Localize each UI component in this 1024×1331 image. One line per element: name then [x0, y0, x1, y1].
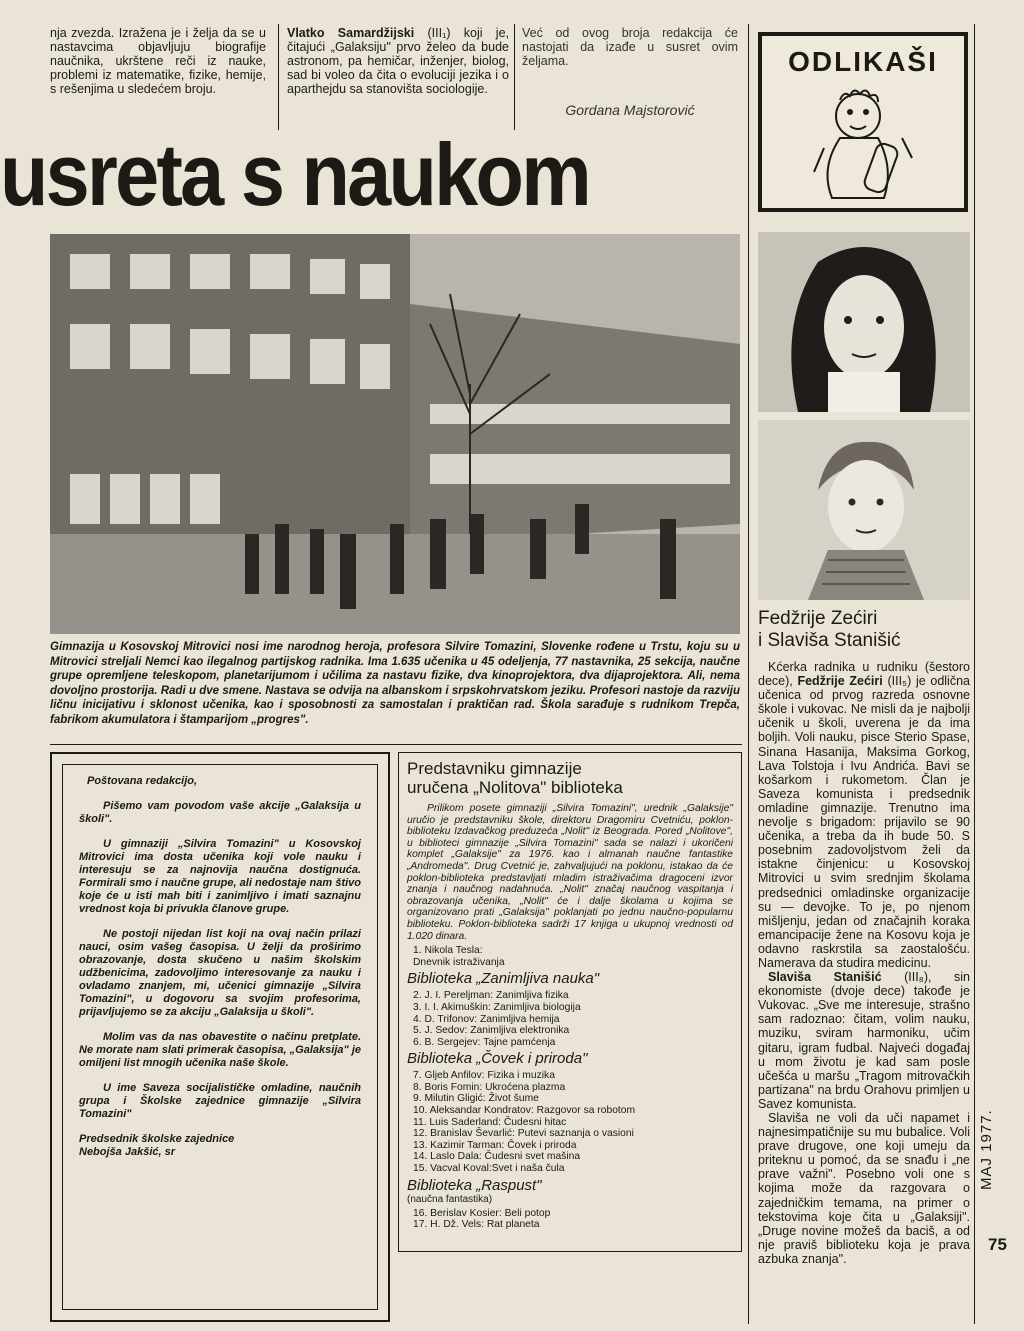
- letter-box: [50, 752, 390, 1322]
- portrait-slavisa: [758, 420, 970, 600]
- series-heading: Biblioteka „Raspust": [407, 1176, 542, 1194]
- students-heading-line2: i Slaviša Stanišić: [758, 630, 901, 651]
- caption-rule: [50, 744, 742, 745]
- list-item: 12. Branislav Ševarlić: Putevi saznanja o vasioni: [413, 1128, 634, 1140]
- intro-column-1: nja zvezda. Izražena je i želja da se u nastavcima objavljuju biografije naučnika, ukrštene reči iz nauke, problemi iz matematike, fizike, hemije, s rešenjima u sledećem broju.: [50, 26, 266, 96]
- students-heading: [758, 608, 970, 652]
- library-title-line1: Predstavniku gimnazije: [407, 759, 582, 778]
- letter-greeting: Poštovana redakcijo,: [87, 775, 198, 787]
- text-run: Kćerka radnika u rudniku (šestoro dece),: [758, 660, 970, 689]
- student-name: Slaviša Stanišić: [768, 970, 882, 985]
- series-heading: Biblioteka „Čovek i priroda": [407, 1050, 588, 1068]
- series-subheading: (naučna fantastika): [407, 1193, 493, 1205]
- series-heading: Biblioteka „Zanimljiva nauka": [407, 970, 600, 988]
- letter-paragraph: Ne postoji nijedan list koji na ovaj način prilazi nauci, osim vašeg časopisa. U želji da proširimo obrazovanje, dosta skučeno u našim školskim udžbenicima, zadovoljimo interesovanje za nauku i ovladamo znanjem, mi, učenici gimnazije „Silvira Tomazini", u dogovoru sa svojim profesorima, prijavljujemo se za akciju „Galaksija u školi".: [79, 928, 361, 1018]
- intro-column-2: [287, 26, 509, 96]
- column-rule: [514, 24, 515, 130]
- paragraph: [758, 970, 970, 1111]
- list-item: 3. I. I. Akimuškin: Zanimljiva biologija: [413, 1001, 581, 1013]
- library-intro: Prilikom posete gimnaziji „Silvira Tomazini", urednik „Galaksije" uručio je predstavniku škole, direktoru Dragomiru Cvetniću, poklon-biblioteku Izdavačkog preduzeća „Nolit" iz Beograda. Pored „Nolitove", u biblioteci gimnazije „Silvira Tomazini" sada se nalazi i ukoričeni komplet „Galaksije" za 1976. kao i almanah naučne fantastike „Andromeda". Drug Cvetnić je, zahvaljujući na poklonu, istakao da će poklon-biblioteka predstavljati mladim istraživačima dragoceni izvor znanja i naučnog nadahnuća. „Nolit" značaj naučnog vaspitanja i obrazovanja učenika, „Nolit" će i dalje školama u kojima se organizovano prati „Galaksija" poklanjati po jednu naučno-popularnu biblioteku. Poklon-biblioteka sadrži 17 knjiga u ukupnoj vrednosti od 1.020 dinara.: [407, 803, 733, 942]
- signature-title: Predsednik školske zajednice: [79, 1133, 235, 1145]
- list-item: 7. Gljeb Anfilov: Fizika i muzika: [413, 1070, 555, 1082]
- letter-signature: [79, 1133, 361, 1159]
- book-list-1: [407, 990, 733, 1048]
- cartoon-student-icon: [762, 78, 964, 208]
- list-item: 15. Vacval Koval:Svet i naša čula: [413, 1163, 565, 1175]
- list-item: 4. D. Trifonov: Zanimljiva hemija: [413, 1013, 560, 1025]
- list-item: 16. Berislav Kosier: Beli potop: [413, 1207, 551, 1219]
- list-item: 13. Kazimir Tarman: Čovek i priroda: [413, 1139, 577, 1151]
- letter-paragraph: Molim vas da nas obavestite o načinu pretplate. Ne morate nam slati primerak časopisa, „Galaksija" je omiljeni list mnogih učenika naše škole.: [79, 1031, 361, 1069]
- letter-paragraph: U gimnaziji „Silvira Tomazini" u Kosovskoj Mitrovici ima dosta učenika koji vole nauku i interesuju se za najnovija naučna dostignuća. Formirali smo i naučne grupe, ali nedostaje nam štivo koje će u isti mah biti i zanimljivo i imati saznajnu vrednost koja bi privukla članove grupe.: [79, 838, 361, 915]
- library-box: [398, 752, 742, 1252]
- letter-paragraph: U ime Saveza socijalističke omladine, naučnih grupa i Školske zajednice gimnazije „Silvira Tomazini": [79, 1082, 361, 1120]
- odlikasi-badge: [758, 32, 968, 212]
- school-photo: [50, 234, 740, 634]
- list-item: 8. Boris Fomin: Ukroćena plazma: [413, 1081, 566, 1093]
- author-signature: Gordana Majstorović: [565, 102, 695, 118]
- letter-paragraph: Pišemo vam povodom vaše akcije „Galaksija u školi".: [79, 800, 361, 825]
- text-run: (III₈), sin ekonomiste (dvoje dece) takođe je Vukovac. „Sve me interesuje, strašno sam radoznao: čitam, volim nauku, muziku, sviram harmoniku, učim gitaru, igram fudbal. Najveći događaj u mom životu je kad sam posle učešća u maršu „Tragom mitrovačkih partizana" na brdu Orahovu primljen u Savez komunista.: [758, 970, 970, 1111]
- list-item: 9. Milutin Gligić: Život šume: [413, 1093, 539, 1105]
- library-title-line2: uručena „Nolitova" biblioteka: [407, 778, 623, 797]
- list-item: 17. H. Dž. Vels: Rat planeta: [413, 1219, 540, 1231]
- book-list-3: [407, 1208, 733, 1231]
- library-title: [407, 759, 733, 797]
- list-item: 6. B. Sergejev: Tajne pamćenja: [413, 1036, 556, 1048]
- portrait-image: [758, 232, 970, 412]
- column-rule: [748, 24, 749, 1324]
- students-heading-line1: Fedžrije Zećiri: [758, 608, 878, 629]
- photo-caption: Gimnazija u Kosovskoj Mitrovici nosi ime narodnog heroja, profesora Silvire Tomazini, Slovenke rođene u Trstu, koju su u Mitrovici streljali Nemci kao ilegalnog partijskog radnika. Ima 1.635 učenika u 45 odeljenja, 77 nastavnika, 25 sekcija, naučne grupe opremljene teleskopom, planetarijumom i učilima za nastavu fizike, dva kinoprojektora, dva dijaprojektora. Ali, nema dovoljno prostorija. Radi u dve smene. Nastava se odvija na albanskom i srpskohrvatskom jeziku. Profesori nastoje da razviju ličnu inicijativu i sklonost učenika, kao i sposobnosti za samostalan i praktičan rad. Škola sarađuje s rudnikom Trepča, fabrikom akumulatora i štamparijom „progres".: [50, 641, 740, 726]
- column-rule: [974, 24, 975, 1324]
- intro-column-3: Već od ovog broja redakcija će nastojati da izađe u susret ovim željama.: [522, 26, 738, 68]
- portrait-fedzrije: [758, 232, 970, 412]
- portrait-image: [758, 420, 970, 600]
- list-item: 14. Laslo Dala: Čudesni svet mašina: [413, 1151, 581, 1163]
- students-article: [758, 660, 970, 1266]
- student-name: Fedžrije Zećiri: [797, 674, 883, 689]
- school-building-image: [50, 234, 740, 634]
- badge-title: ODLIKAŠI: [788, 46, 938, 77]
- list-item: 11. Luis Saderland: Čudesni hitac: [413, 1116, 567, 1128]
- list-item: 1. Nikola Tesla:: [413, 945, 483, 957]
- text-run: (III₅) je odlična učenica od prvog razreda osnovne škole i vukovac. Ne misli da je najbolji učenik u školi, uverena je da ima boljih. Voli nauku, pisce Sterio Spase, Sinana Hasanija, Maksima Gorkog, Lava Tolstoja i Ivu Andrića. Bavi se košarkom i rukometom. Član je Saveza komunista i predsednik omladine gimnazije. Trenutno ima nevolje s brigadom: prijavilo se 90 učenika, a treba da ih bude 50. S posebnim zadovoljstvom želi da istakne činjenicu: u Kosovskoj Mitrovici u svim srednjim školama predsednici omladinske organizacije su — devojke. To je, po njenom mišljenju, jedan od značajnih koraka emancipacije žene na Kosovu koja je odavno raskrstila sa zaostalošću. Namerava da studira medicinu.: [758, 674, 970, 970]
- signature-name: Nebojša Jakšić, sr: [79, 1146, 176, 1158]
- paragraph: Slaviša ne voli da uči napamet i najnesimpatičnije su mu bubalice. Voli prave drugove, one koji umeju da priteknu u pomoć, da se snađu i „ne prave važni". Posebno voli one s kojima može da razgovara o zajedničkim temama, na primer o tekstovima koje čita u „Galaksiji". „Druge novine možeš da baciš, a od nje praviš biblioteku koja je prava azbuka znanja".: [758, 1111, 970, 1266]
- list-item: Dnevnik istraživanja: [413, 956, 505, 968]
- list-item: 2. J. I. Pereljman: Zanimljiva fizika: [413, 990, 569, 1002]
- list-item: 10. Aleksandar Kondratov: Razgovor sa robotom: [413, 1105, 636, 1117]
- list-item: 5. J. Sedov: Zanimljiva elektronika: [413, 1025, 570, 1037]
- headline: usreta s naukom: [0, 128, 589, 224]
- book-list-0: [407, 945, 733, 968]
- student-name: Vlatko Samardžijski: [287, 26, 415, 40]
- issue-date: MAJ 1977.: [978, 1109, 995, 1190]
- page-number: 75: [988, 1235, 1007, 1254]
- column-rule: [278, 24, 279, 130]
- intro-column-2-text: (III₁) koji je, čitajući „Galaksiju" prvo želeo da bude astronom, pa hemičar, inženjer, biolog, sad bi voleo da čita o evoluciji jezika i o aparthejdu sa stanovišta sociologije.: [287, 26, 509, 96]
- book-list-2: [407, 1070, 733, 1174]
- paragraph: [758, 660, 970, 970]
- letter: [62, 764, 378, 1310]
